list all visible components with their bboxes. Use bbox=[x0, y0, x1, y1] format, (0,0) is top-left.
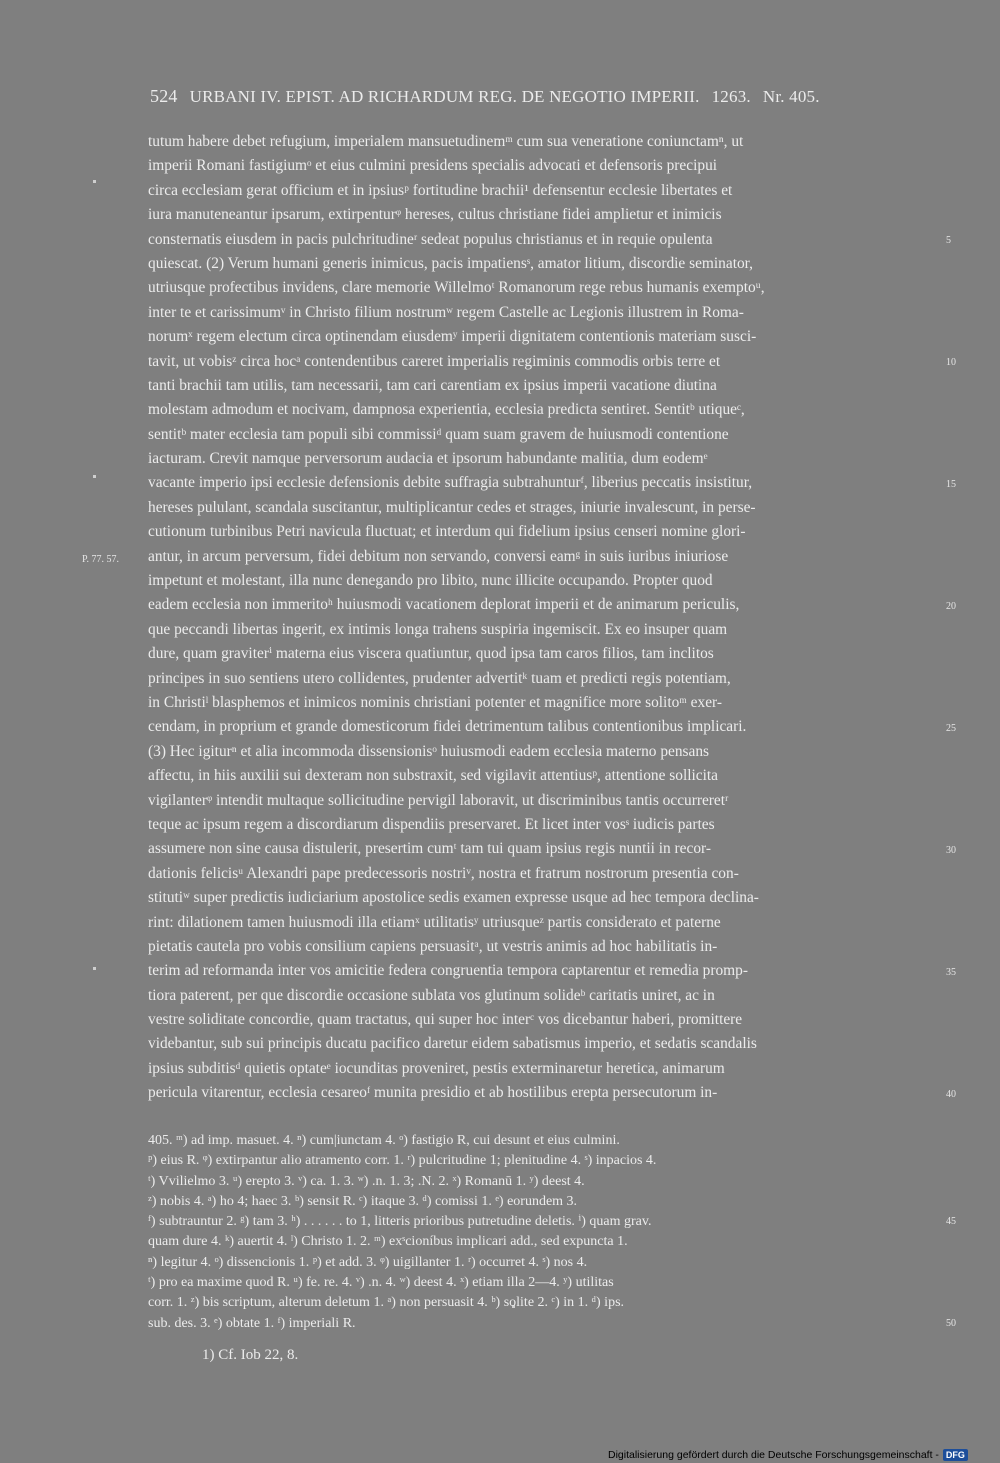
text-line: dure, quam graviterⁱ materna eius viscera quatiuntur, quod ipsa tam caros filios, tam inclitos bbox=[148, 645, 714, 663]
text-line: affectu, in hiis auxilii sui dexteram non substraxit, sed vigilavit attentiusᵖ, attentione sollicita bbox=[148, 767, 718, 785]
apparatus-line: ᵗ) pro ea maxime quod R. ᵘ) fe. re. 4. ᵛ) .n. 4. ʷ) deest 4. ˣ) etiam illa 2—4. ʸ) utilitas bbox=[148, 1275, 614, 1291]
text-line: tutum habere debet refugium, imperialem mansuetudinemᵐ cum sua veneratione coniunctamⁿ, ut bbox=[148, 133, 744, 150]
apparatus-line: ᵗ) Vvilielmo 3. ᵘ) erepto 3. ᵛ) ca. 1. 3. ʷ) .n. 1. 3; .N. 2. ˣ) Romanū 1. ʸ) deest 4. bbox=[148, 1173, 585, 1189]
text-line: in Christiˡ blasphemos et inimicos nominis christiani potenter et magnifice more solitoᵐ exer- bbox=[148, 693, 722, 711]
text-line: sentitᵇ mater ecclesia tam populi sibi commissiᵈ quam suam gravem de huiusmodi contentione bbox=[148, 425, 729, 443]
text-line: rint: dilationem tamen huiusmodi illa etiamˣ utilitatisʸ utriusqueᶻ partis considerato et paterne bbox=[148, 913, 721, 931]
line-number: 45 bbox=[946, 1216, 956, 1228]
line-number: 30 bbox=[946, 844, 956, 856]
dfg-logo: DFG bbox=[943, 1449, 968, 1461]
text-line: dationis felicisᵘ Alexandri pape predecessoris nostriᵛ, nostra et fratrum nostrorum presentia con- bbox=[148, 864, 739, 882]
header-year: 1263. bbox=[711, 87, 751, 106]
text-line: tiora paterent, per que discordie occasione sublata vos glutinum solideᵇ caritatis uniret, ac in bbox=[148, 986, 715, 1004]
apparatus-line: ᵖ) eius R. ᵠ) extirpantur alio atramento corr. 1. ʳ) pulcritudine 1; plenitudine 4. ˢ) inpacios 4. bbox=[148, 1153, 657, 1169]
text-line: teque ac ipsum regem a discordiarum dispendiis preservaret. Et licet inter vosˢ iudicis partes bbox=[148, 815, 715, 833]
text-line: que peccandi libertas ingerit, ex intimis longa trahens suspiria ingemiscit. Ex eo insuper quam bbox=[148, 620, 728, 638]
text-line: hereses pululant, scandala suscitantur, multiplicantur cedes et strages, iniurie invalescunt, in perse- bbox=[148, 498, 756, 516]
text-line: pietatis cautela pro vobis consilium capiens persuasitᵃ, ut vestris animis ad hoc habilitatis in- bbox=[148, 937, 718, 955]
apparatus-line: sub. des. 3. ᵉ) obtate 1. ᶠ) imperiali R. bbox=[148, 1315, 356, 1331]
line-number: 35 bbox=[946, 966, 956, 978]
line-number: 25 bbox=[946, 722, 956, 734]
apparatus-line: quam dure 4. ᵏ) auertit 4. ˡ) Christo 1. 2. ᵐ) exˢcioníbus implicari add., sed expuncta 1. bbox=[148, 1234, 628, 1250]
text-line: cutionum turbinibus Petri navicula fluctuat; et interdum qui fidelium ipsius censeri nomine glori- bbox=[148, 523, 746, 541]
letter-number: Nr. 405. bbox=[762, 87, 820, 106]
letter-text bbox=[148, 130, 935, 1106]
text-line: (3) Hec igiturⁿ et alia incommoda dissensionisᵒ huiusmodi eadem ecclesia materno pensans bbox=[148, 742, 710, 760]
text-line: norumˣ regem electum circa optinendam eiusdemʸ imperii dignitatem contentionis materiam susci- bbox=[148, 328, 757, 346]
text-line: consternatis eiusdem in pacis pulchritudineʳ sedeat populus christianus et in requie opulenta bbox=[148, 230, 713, 248]
line-number: 15 bbox=[946, 478, 956, 490]
text-line: assumere non sine causa distulerit, presertim cumᵗ tam tui quam ipsius regis nuntii in recor- bbox=[148, 840, 711, 858]
text-line: videbantur, sub sui principis ducatu pacifico daretur eidem sabatismus imperio, et sedatis scandalis bbox=[148, 1035, 757, 1053]
text-line: pericula vitarentur, ecclesia cesareoᶠ munita presidio et ab hostilibus erepta persecutorum in- bbox=[148, 1084, 718, 1102]
text-line: vestre soliditate concordie, quam tractatus, qui super hoc interᶜ vos dicebantur haberi, promittere bbox=[148, 1011, 743, 1029]
text-line: principes in suo sentiens utero collidentes, prudenter advertitᵏ tuam et predicti regis potentiam, bbox=[148, 669, 731, 687]
text-line: inter te et carissimumᵛ in Christo filium nostrumʷ regem Castelle ac Legionis illustrem in Roma- bbox=[148, 303, 744, 321]
text-line: impetunt et molestant, illa nunc denegando pro libito, nunc illicite occupando. Propter quod bbox=[148, 572, 713, 590]
text-line: molestam admodum et nocivam, dampnosa experientia, ecclesia predicta sentiret. Sentitᵇ utiqueᶜ, bbox=[148, 401, 745, 419]
text-line: tavit, ut vobisᶻ circa hocᵃ contendentibus careret imperialis regiminis commodis orbis terre et bbox=[148, 352, 721, 370]
margin-mark bbox=[93, 967, 96, 970]
text-line: iura manuteneantur ipsarum, extirpenturᵠ hereses, cultus christiane fidei amplietur et inimicis bbox=[148, 206, 722, 224]
margin-reference: P. 77. 57. bbox=[82, 554, 119, 565]
text-line: terim ad reformanda inter vos amicitie federa congruentia tempora captarentur et remedia promp- bbox=[148, 962, 748, 980]
text-line: cendam, in proprium et grande domesticorum fidei detrimentum talibus contentionibus implicari. bbox=[148, 718, 747, 736]
text-line: tanti brachii tam utilis, tam necessarii, tam cari carentiam ex ipsius imperii vacatione diutina bbox=[148, 376, 717, 394]
apparatus-line: ᶠ) subtrauntur 2. ᵍ) tam 3. ʰ) . . . . . . to 1, litteris prioribus putretudine deletis. ⁱ) quam grav. bbox=[148, 1214, 652, 1230]
text-line: vigilanterᵠ intendit multaque sollicitudine pervigil laboravit, ut discriminibus tantis occurreretʳ bbox=[148, 791, 729, 809]
line-number: 5 bbox=[946, 234, 951, 246]
line-number: 40 bbox=[946, 1088, 956, 1100]
page-number: 524 bbox=[150, 86, 178, 106]
dfg-notice-text: Digitalisierung gefördert durch die Deutsche Forschungsgemeinschaft - bbox=[608, 1449, 939, 1461]
line-number: 10 bbox=[946, 356, 956, 368]
apparatus-line: ⁿ) legitur 4. ᵒ) dissencionis 1. ᵖ) et add. 3. ᵠ) uigillanter 1. ʳ) occurret 4. ˢ) nos 4. bbox=[148, 1254, 588, 1270]
footnote: 1) Cf. Iob 22, 8. bbox=[202, 1347, 299, 1363]
text-line: imperii Romani fastigiumᵒ et eius culmini presidens specialis advocati et defensoris precipui bbox=[148, 157, 718, 175]
running-title: URBANI IV. EPIST. AD RICHARDUM REG. DE NEGOTIO IMPERII. bbox=[189, 87, 700, 106]
apparatus-line: ᶻ) nobis 4. ᵃ) ho 4; haec 3. ᵇ) sensit R. ᶜ) itaque 3. ᵈ) comissi 1. ᵉ) eorundem 3. bbox=[148, 1193, 578, 1209]
text-line: utriusque profectibus invidens, clare memorie Willelmoᵗ Romanorum rege rebus humanis exemptoᵘ, bbox=[148, 279, 765, 297]
text-line: ipsius subditisᵈ quietis optateᵉ iocunditas proveniret, pestis exterminaretur heretica, animarum bbox=[148, 1059, 725, 1077]
text-line: vacante imperio ipsi ecclesie defensionis debite suffragia subtrahunturᶠ, liberius peccatis insistitur, bbox=[148, 474, 753, 492]
text-line: antur, in arcum perversum, fidei debitum non servando, conversi eamᵍ in suis iuribus iniuriose bbox=[148, 547, 729, 565]
text-line: quiescat. (2) Verum humani generis inimicus, pacis impatiensˢ, amator litium, discordie seminator, bbox=[148, 254, 754, 272]
line-number: 20 bbox=[946, 600, 956, 612]
apparatus-line: 405. ᵐ) ad imp. masuet. 4. ⁿ) cum|iunctam 4. ᵒ) fastigio R, cui desunt et eius culmini. bbox=[148, 1133, 620, 1148]
margin-mark bbox=[93, 475, 96, 478]
line-number: 50 bbox=[946, 1317, 956, 1329]
text-line: circa ecclesiam gerat officium et in ipsiusᵖ fortitudine brachii¹ defensentur ecclesie libertates et bbox=[148, 181, 733, 199]
apparatus-line: corr. 1. ᶻ) bis scriptum, alterum deletum 1. ᵃ) non persuasit 4. ᵇ) solite 2. ᶜ) in 1. ᵈ) ips. bbox=[148, 1295, 625, 1311]
dfg-funding-notice bbox=[608, 1449, 968, 1461]
text-line: eadem ecclesia non immeritoʰ huiusmodi vacationem deplorat imperii et de animarum periculis, bbox=[148, 596, 740, 614]
text-line: iacturam. Crevit namque perversorum audacia et ipsorum habundante malitia, dum eodemᵉ bbox=[148, 450, 708, 468]
margin-mark bbox=[93, 180, 96, 183]
text-line: stitutiʷ super predictis iudiciarium apostolice sedis examen expresse usque ad hec tempora declina- bbox=[148, 889, 759, 907]
running-header bbox=[150, 86, 885, 107]
critical-apparatus bbox=[148, 1131, 936, 1334]
